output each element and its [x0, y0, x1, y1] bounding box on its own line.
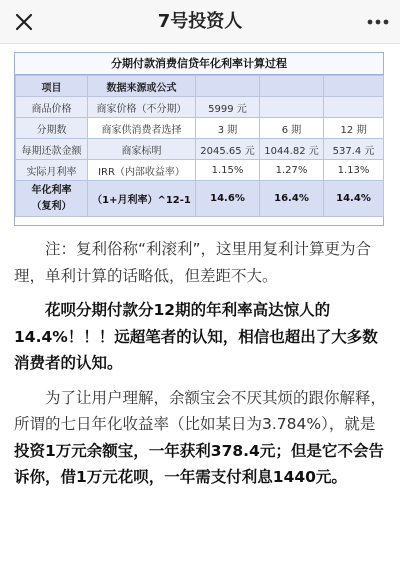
table-row — [16, 139, 384, 160]
header-cell — [196, 76, 260, 97]
row-label: 每期还款金额 — [16, 139, 88, 160]
table-cell: 12 期 — [324, 118, 384, 139]
row-label: 商品价格 — [16, 97, 88, 118]
row-label — [16, 181, 88, 217]
table-row — [16, 160, 384, 181]
table-cell — [260, 97, 324, 118]
table-row — [16, 97, 384, 118]
table-cell: 6 期 — [260, 118, 324, 139]
table-cell: 5999 元 — [196, 97, 260, 118]
table-cell: 1.15% — [196, 160, 260, 181]
row-label: 分期数 — [16, 118, 88, 139]
table-cell: 商家价格（不分期） — [88, 97, 196, 118]
article-paragraph-highlight: 花呗分期付款分12期的年利率高达惊人的14.4%！！！远超笔者的认知，相信也超出了大多数消费者的认知。 — [14, 301, 378, 372]
more-options-icon[interactable] — [364, 8, 392, 36]
paragraph-text: 为了让用户理解，余额宝会不厌其烦的跟你解释，所谓的七日年化收益率（比如某日为3.784%），就是 — [14, 388, 387, 433]
table-title: 分期付款消费信贷年化利率计算过程 — [15, 53, 383, 75]
annual-rate-value: 14.6% — [196, 181, 260, 217]
table-cell: 商家标明 — [88, 139, 196, 160]
interest-calculation-table — [14, 52, 384, 226]
table-cell: IRR（内部收益率） — [88, 160, 196, 181]
table-cell: 3 期 — [196, 118, 260, 139]
table-cell: 1.13% — [324, 160, 384, 181]
page-title: 7号投资人 — [157, 11, 243, 32]
header-cell — [260, 76, 324, 97]
table-cell: 商家供消费者选择 — [88, 118, 196, 139]
calculation-table — [15, 75, 384, 217]
annual-rate-value: 14.4% — [324, 181, 384, 217]
close-icon[interactable] — [6, 4, 42, 40]
header-cell — [324, 76, 384, 97]
paragraph-bold-text: 投资1万元余额宝，一年获利378.4元；但是它不会告诉你，借1万元花呗，一年需支付利息1440元。 — [14, 441, 384, 486]
annual-rate-row — [16, 181, 384, 217]
table-cell: 1044.82 元 — [260, 139, 324, 160]
article-paragraph: 注：复利俗称“利滚利”，这里用复利计算更为合理，单利计算的话略低，但差距不大。 — [14, 240, 372, 285]
table-row — [16, 118, 384, 139]
annual-rate-value: 16.4% — [260, 181, 324, 217]
table-cell: 1.27% — [260, 160, 324, 181]
table-cell — [324, 97, 384, 118]
compound-label: （复利） — [31, 200, 72, 212]
top-nav-bar — [0, 0, 400, 44]
header-cell: 数据来源或公式 — [88, 76, 196, 97]
article-paragraph — [14, 385, 386, 491]
formula-cell: （1+月利率）^12-1 — [88, 181, 196, 217]
header-cell: 项目 — [16, 76, 88, 97]
annual-rate-label: 年化利率 — [31, 184, 72, 196]
article-body — [14, 236, 386, 499]
row-label: 实际月利率 — [16, 160, 88, 181]
table-cell: 537.4 元 — [324, 139, 384, 160]
table-header-row — [16, 76, 384, 97]
table-cell: 2045.65 元 — [196, 139, 260, 160]
